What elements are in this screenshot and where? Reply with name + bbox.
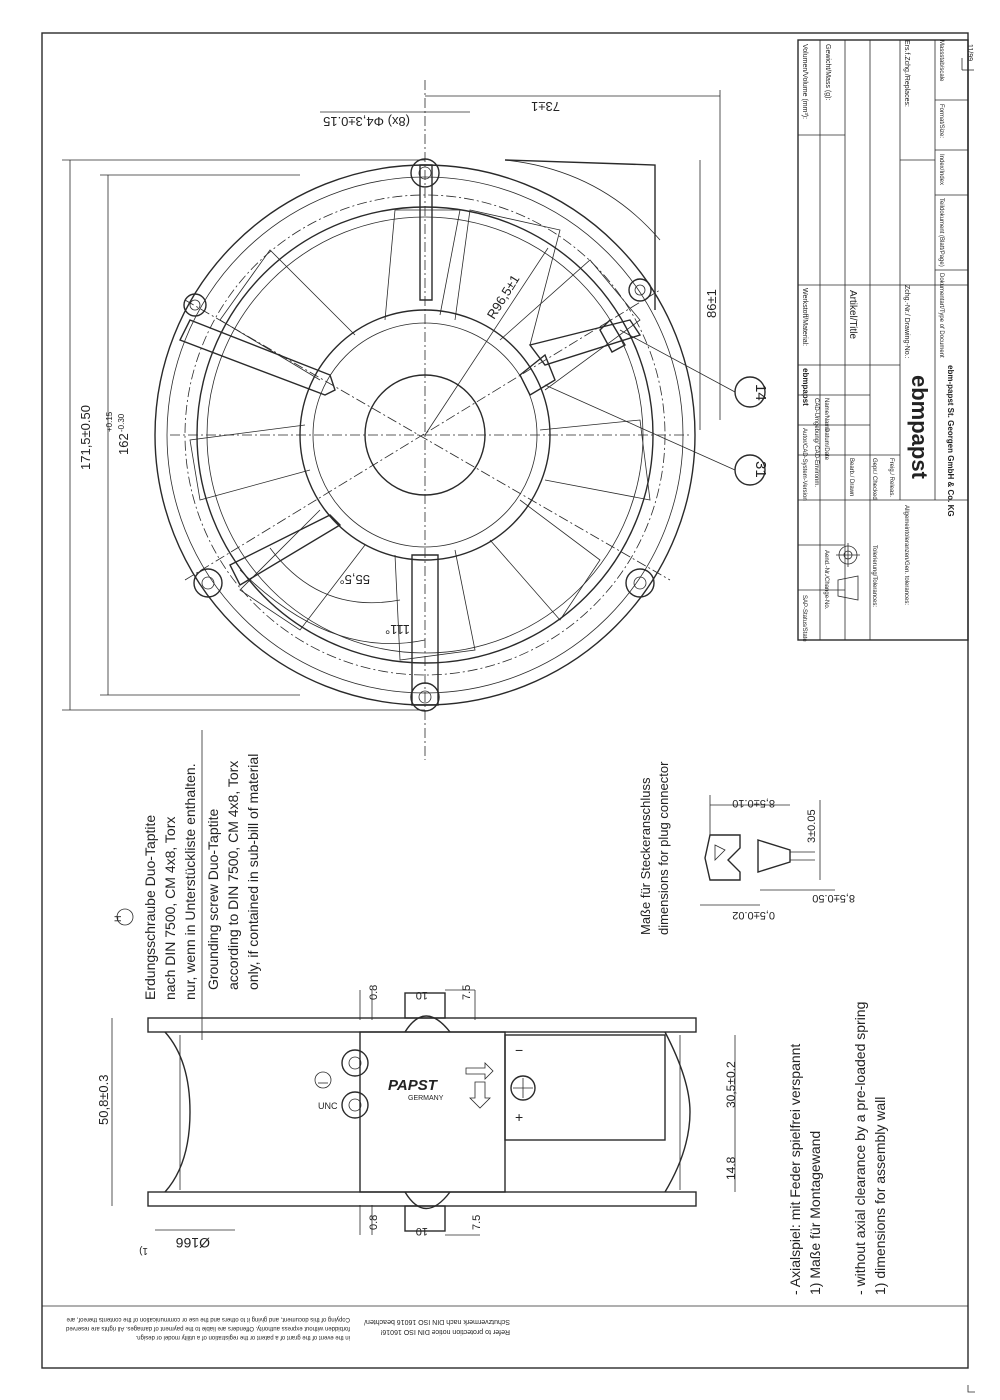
cad-env-label: CAD-Umgebung/ CAD-Environm.	[813, 398, 819, 488]
dim-08-top: 0.8	[368, 984, 380, 1000]
plug-label-en: dimensions for plug connector	[656, 761, 671, 935]
plug-connector-detail	[638, 761, 855, 935]
plug-dim-3: 3±0.05	[806, 809, 818, 843]
dim-86: 86±1	[704, 289, 719, 318]
cad-system-label: Autor/CAD-System-Version	[801, 428, 807, 501]
projection-symbol-icon	[836, 543, 860, 600]
mounting-hole-upper-right	[629, 279, 651, 301]
grounding-de-1: Erdungsschraube Duo-Taptite	[142, 814, 158, 1000]
sub-doc-label: Teildokument (Blatt/Page)	[938, 198, 944, 267]
papst-logo: PAPST	[388, 1077, 437, 1094]
grounding-en-3: only, if contained in sub-bill of material	[245, 753, 261, 990]
note-2: 1) Maße für Montagewand	[807, 1130, 823, 1295]
title-block	[798, 40, 968, 642]
scale-label: Massstab/scale	[938, 40, 944, 82]
grounding-screw-icon	[342, 1050, 368, 1076]
plug-label-de: Maße für Steckeranschluss	[638, 777, 653, 935]
format-label: Format/Size:	[938, 104, 944, 139]
dim-10-top: 10	[415, 989, 428, 1001]
dim-r965: R96,5±1	[483, 272, 523, 322]
material-label: Werkstoff/Material:	[801, 288, 808, 347]
replaces-label: Ers.f.Zchg./Replaces:	[903, 40, 910, 107]
dim-75-top: 7.5	[461, 984, 473, 1000]
germany-label: GERMANY	[408, 1095, 444, 1102]
company-logo: ebmpapst	[907, 375, 932, 479]
callout-14: 14	[752, 384, 769, 401]
ground-symbol-icon	[315, 1072, 331, 1088]
grounding-en-1: Grounding screw Duo-Taptite	[205, 808, 221, 990]
protection-line-1: Schutzvermerk nach DIN ISO 16016 beachten/	[364, 1318, 510, 1325]
dim-162: 162	[116, 433, 131, 455]
note-3: - without axial clearance by a pre-loaded spring	[852, 1001, 868, 1295]
note-1: - Axialspiel: mit Feder spielfrei verspannt	[787, 1043, 803, 1295]
copy-line-2: forbidden without express authority. Offenders are liable to the payment of damages. All rights are reserved	[66, 1325, 350, 1331]
grounding-de-3: nur, wenn in Unterstückliste enthalten.	[182, 763, 198, 1000]
date-label: Datum/Date	[823, 428, 829, 461]
general-notes	[787, 1002, 888, 1295]
grounding-en-2: according to DIN 7500, CM 4x8, Torx	[225, 760, 241, 990]
dim-angle-555: 55,5°	[339, 572, 370, 587]
dim-148: 14.8	[724, 1156, 738, 1180]
company-name: ebm-papst St. Georgen GmbH & Co. KG	[946, 365, 955, 517]
dim-73: 73±1	[531, 99, 560, 114]
mounting-hole-left	[194, 569, 222, 597]
fan-side-view	[96, 985, 738, 1256]
released-label: Freig./ Releas.	[888, 458, 894, 498]
svg-text:−: −	[515, 1042, 524, 1058]
note-ref-1: 1)	[139, 1245, 148, 1256]
tolerances-label: Tolerierung/Tolerances:	[871, 545, 877, 608]
protection-notice	[66, 1316, 510, 1340]
grounding-de-2: nach DIN 7500, CM 4x8, Torx	[162, 816, 178, 1000]
sap-status-label: SAP-Status/State	[801, 595, 807, 642]
gen-tolerances-label: Allgemeintoleranzen/Gen. tolerances:	[903, 505, 909, 606]
sheet-code: 11/99	[966, 44, 973, 61]
dim-166: Ø166	[175, 1235, 210, 1251]
fan-front-view	[155, 80, 695, 760]
drawing-no-label: Zchg.-Nr./ Drawing-No.:	[903, 285, 910, 359]
dim-305: 30,5±0.2	[724, 1061, 738, 1108]
amend-label: Aend.-Nr./Change-No.	[823, 550, 829, 610]
unc-label: UNC	[318, 1101, 338, 1111]
checked-label: Gepr./ Checked	[871, 458, 877, 500]
screw-icon	[342, 1092, 368, 1118]
dim-1715: 171,5±0.50	[78, 405, 93, 470]
copy-line-1: Copying of this document, and giving it to others and the use or communication of the contents thereof, are	[66, 1316, 350, 1322]
article-title-label: Artikel/Title	[847, 290, 858, 340]
doc-type-label: Dokumentart/Type of Document	[938, 273, 944, 358]
drawn-label: Bearb./ Drawn	[848, 458, 854, 497]
protection-line-2: Refer to protection notice DIN ISO 16016!	[380, 1328, 510, 1335]
name-label: Name/Name	[823, 398, 829, 432]
index-label: Index/Index	[938, 154, 944, 186]
corner-mark	[968, 1385, 975, 1392]
grounding-note	[113, 730, 261, 1040]
dim-holes: (8x) Φ4,3±0.15	[323, 114, 410, 129]
callout-31: 31	[752, 461, 769, 478]
ebm-header: ebmpapst	[801, 368, 810, 406]
dim-10-bot: 10	[415, 1225, 428, 1237]
plug-dim-05: 0,5±0.02	[732, 909, 775, 921]
dim-08-bot: 0.8	[368, 1214, 380, 1230]
weight-label: Gewicht/Mass (g):	[824, 44, 831, 101]
volume-label: Volumen/Volume (mm³):	[801, 44, 808, 120]
dim-162-tol-dn: -0.30	[117, 413, 126, 432]
dim-508: 50,8±0.3	[96, 1074, 111, 1125]
plug-dim-85b: 8,5±0.50	[812, 892, 855, 904]
mounting-hole-right	[626, 569, 654, 597]
dim-angle-111: 111°	[385, 622, 410, 637]
grounding-symbol: H	[113, 915, 123, 922]
mounting-hole-upper-left	[184, 294, 206, 316]
plug-dim-85a: 8,5±0.10	[732, 797, 775, 809]
dim-75-bot: 7.5	[471, 1214, 483, 1230]
dim-162-tol-up: +0.15	[105, 411, 114, 432]
copy-line-3: in the event of the grant of a patent or the registration of a utility model or design.	[135, 1334, 350, 1340]
svg-text:+: +	[515, 1109, 524, 1125]
note-4: 1) dimensions for assembly wall	[872, 1096, 888, 1295]
